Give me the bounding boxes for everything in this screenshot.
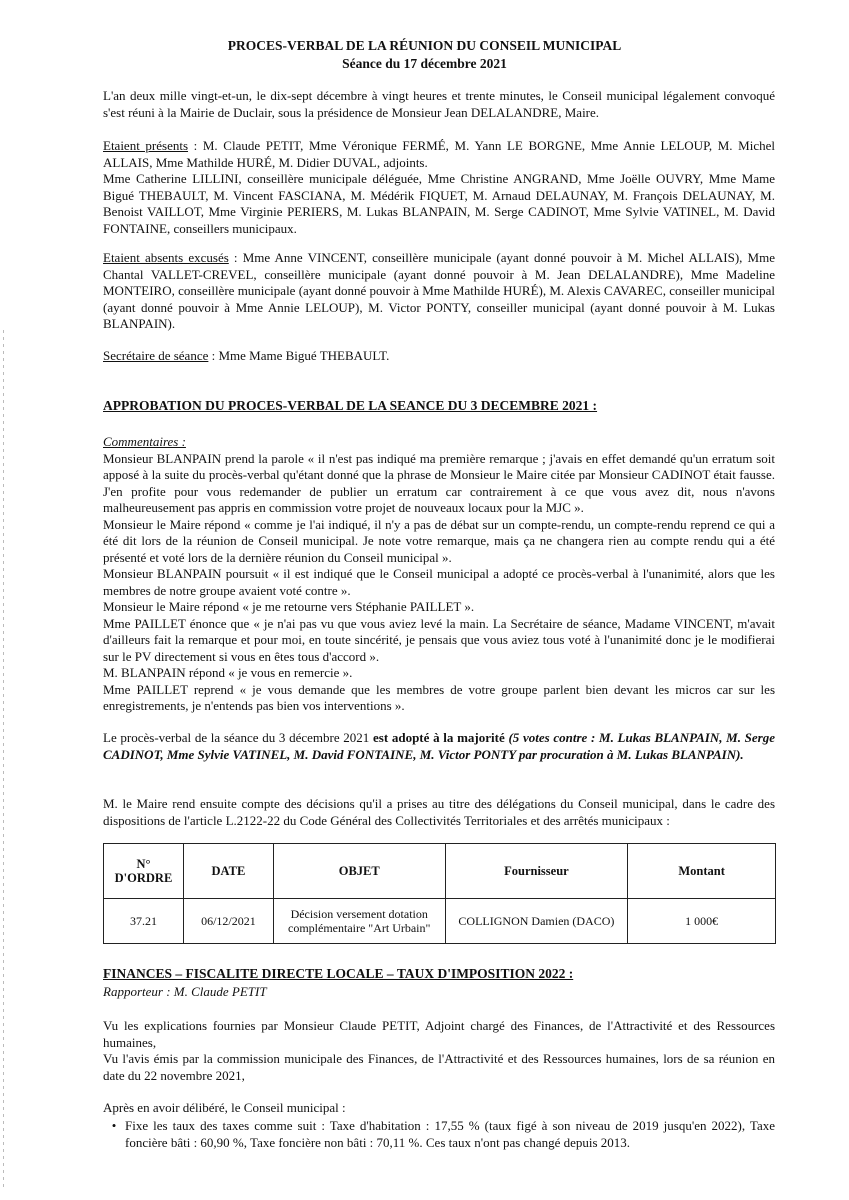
vote-result (103, 730, 775, 763)
vu-paragraph: Vu les explications fournies par Monsieur Claude PETIT, Adjoint chargé des Finances, de l'Attractivité et des Ressources humaines, (103, 1018, 775, 1050)
table-cell: 37.21 (104, 899, 184, 944)
table-cell: 1 000€ (628, 899, 776, 944)
column-header: Montant (628, 844, 776, 899)
present-adjoints: M. Claude PETIT, Mme Véronique FERMÉ, M. Yann LE BORGNE, Mme Annie LELOUP, M. Michel ALLAIS, Mme Mathilde HURÉ, M. Didier DUVAL, adjoints. (103, 138, 775, 170)
present-sep: : (188, 138, 203, 153)
table-cell: Décision versement dotation complémentaire "Art Urbain" (273, 899, 445, 944)
intro-paragraph: L'an deux mille vingt-et-un, le dix-sept décembre à vingt heures et trente minutes, le Conseil municipal légalement convoqué s'est réuni à la Mairie de Duclair, sous la présidence de Monsieur Jean DELALANDRE, Maire. (103, 88, 775, 120)
page-title: PROCES-VERBAL DE LA RÉUNION DU CONSEIL MUNICIPAL (227, 38, 622, 53)
comment-paragraph: Mme PAILLET reprend « je vous demande que les membres de votre groupe parlent bien devant les micros car sur les enregistrements, je n'entends pas bien vos interventions ». (103, 681, 775, 713)
section-heading-finances: FINANCES – FISCALITE DIRECTE LOCALE – TAUX D'IMPOSITION 2022 : (103, 966, 574, 981)
bullet-icon: • (111, 1118, 117, 1133)
present-councillors: Mme Catherine LILLINI, conseillère municipale déléguée, Mme Christine ANGRAND, Mme Joëlle OUVRY, Mme Mame Bigué THEBAULT, M. Vincent FASCIANA, M. Médérik FIQUET, M. Arnaud DELAUNAY, M. François DELAUNAY, M. Benoist VAILLOT, Mme Virginie PERIERS, M. Lukas BLANPAIN, M. Serge CADINOT, Mme Sylvie VATINEL, M. David FONTAINE, conseillers municipaux. (103, 171, 775, 236)
section-heading-approval: APPROBATION DU PROCES-VERBAL DE LA SEANCE DU 3 DECEMBRE 2021 : (103, 398, 598, 413)
absent-members (103, 250, 775, 333)
vu-paragraph: Vu l'avis émis par la commission municipale des Finances, de l'Attractivité et des Ressources humaines, lors de sa réunion en date du 22 novembre 2021, (103, 1051, 775, 1083)
column-header: OBJET (273, 844, 445, 899)
comment-paragraph: Monsieur BLANPAIN poursuit « il est indiqué que le Conseil municipal a adopté ce procès-verbal à l'unanimité, alors que les membres de notre groupe avaient voté contre ». (103, 566, 775, 598)
comments-label: Commentaires : (103, 434, 186, 449)
secretary-label: Secrétaire de séance (103, 348, 209, 363)
vu-block (103, 1018, 775, 1084)
vote-detail: (5 votes contre : M. Lukas BLANPAIN, M. Serge CADINOT, Mme Sylvie VATINEL, M. David FONTAINE, M. Victor PONTY par procuration à M. Lukas BLANPAIN). (103, 730, 775, 762)
absent-sep: : (228, 250, 243, 265)
comment-paragraph: Monsieur BLANPAIN prend la parole « il n'est pas indiqué ma première remarque ; j'avais en effet demandé qu'un erratum soit apposé à la suite du procès-verbal qu'étant donné que la phrase de Monsieur le Maire citée par Monsieur CADINOT était fausse. J'en profite pour vous redemander de publier un erratum car contrairement à ce que vous avez dit, nous n'avons malheureusement pas appris en commission votre projet de nouveaux locaux pour la MJC ». (103, 450, 775, 515)
table-cell: 06/12/2021 (183, 899, 273, 944)
column-header: DATE (183, 844, 273, 899)
vote-prefix: Le procès-verbal de la séance du 3 décembre 2021 (103, 730, 373, 745)
secretary-name: : Mme Mame Bigué THEBAULT. (208, 348, 390, 363)
tax-rates-bullet (103, 1118, 775, 1151)
decisions-intro: M. le Maire rend ensuite compte des décisions qu'il a prises au titre des délégations du Conseil municipal, dans le cadre des dispositions de l'article L.2122-22 du Code Général des Collectivités Territoriales et des arrêtés municipaux : (103, 796, 775, 828)
vote-outcome: est adopté à la majorité (373, 730, 509, 745)
tax-rates-text: Fixe les taux des taxes comme suit : Taxe d'habitation : 17,55 % (taux figé à son niveau de 2019 jusqu'en 2022), Taxe foncière bâti : 60,90 %, Taxe foncière non bâti : 70,11 %. Ces taux n'ont pas changé depuis 2013. (125, 1118, 775, 1150)
scan-edge-artifact (3, 330, 4, 1190)
present-label: Etaient présents (103, 138, 189, 153)
column-header: Fournisseur (445, 844, 628, 899)
session-date: Séance du 17 décembre 2021 (342, 56, 507, 71)
comment-paragraph: Monsieur le Maire répond « je me retourne vers Stéphanie PAILLET ». (103, 599, 475, 614)
deliberation-intro: Après en avoir délibéré, le Conseil municipal : (103, 1100, 346, 1115)
comment-paragraph: Monsieur le Maire répond « comme je l'ai indiqué, il n'y a pas de débat sur un compte-rendu, un compte-rendu reprend ce qui a été dit lors de la réunion de Conseil municipal. Je note votre remarque, mais ça ne changera rien au compte rendu qui a été présenté et voté lors de la dernière réunion du Conseil municipal ». (103, 516, 775, 565)
present-members (103, 138, 775, 237)
comment-paragraph: M. BLANPAIN répond « je vous en remercie ». (103, 665, 353, 680)
column-header: N° D'ORDRE (104, 844, 184, 899)
rapporteur-line: Rapporteur : M. Claude PETIT (103, 984, 267, 999)
table-cell: COLLIGNON Damien (DACO) (445, 899, 628, 944)
decisions-table (103, 843, 776, 944)
comment-paragraph: Mme PAILLET énonce que « je n'ai pas vu que vous aviez levé la main. La Secrétaire de séance, Madame VINCENT, m'avait d'ailleurs fait la remarque et pour moi, en toute sincérité, je pensais que vous aviez tous voté à l'unanimité donc je le modifierai sur le PV directement si vous en êtes tous d'accord ». (103, 615, 775, 664)
absent-label: Etaient absents excusés (103, 250, 229, 265)
session-secretary (103, 348, 775, 365)
table-row (104, 899, 776, 944)
absent-text: Mme Anne VINCENT, conseillère municipale (ayant donné pouvoir à M. Michel ALLAIS), Mme Chantal VALLET-CREVEL, conseillère municipale (ayant donné pouvoir à M. Jean DELALANDRE), Mme Madeline MONTEIRO, conseillère municipale (ayant donné pouvoir à Mme Mathilde HURÉ), M. Alexis CAVAREC, conseiller municipal (ayant donné pouvoir à Mme Annie LELOUP), M. Victor PONTY, conseiller municipal (ayant donné pouvoir à M. Lukas BLANPAIN). (103, 250, 775, 331)
table-header-row (104, 844, 776, 899)
comments-block (103, 434, 775, 715)
